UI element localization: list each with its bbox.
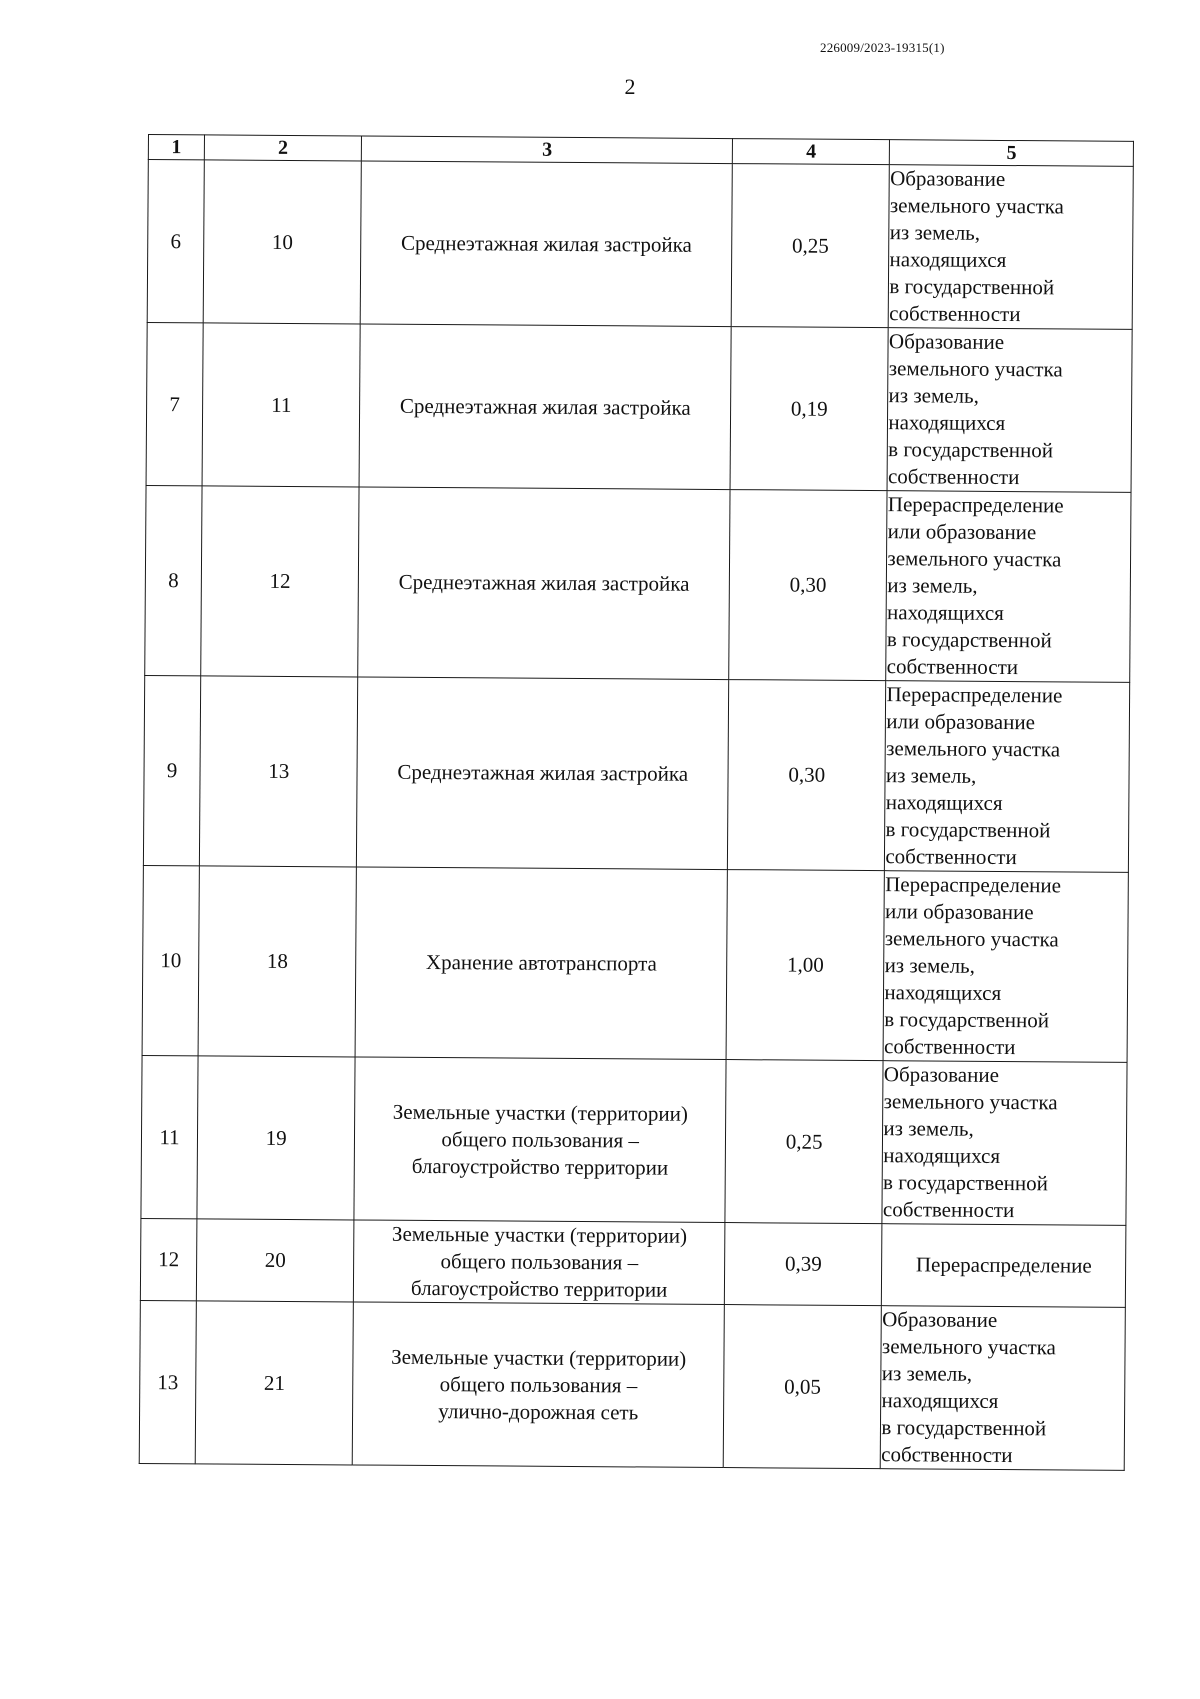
page-number: 2 xyxy=(624,74,636,99)
permitted-use-cell xyxy=(354,1057,726,1223)
row-number-cell: 11 xyxy=(141,1055,198,1218)
formation-method-line: находящихся xyxy=(887,600,1004,625)
permitted-use-line: благоустройство территории xyxy=(410,1275,668,1302)
plot-number-cell: 18 xyxy=(198,866,357,1057)
row-number-cell: 6 xyxy=(147,160,204,323)
column-header-2: 2 xyxy=(204,135,361,161)
formation-method-line: находящихся xyxy=(885,790,1003,815)
formation-method-line: Перераспределение xyxy=(887,492,1064,518)
permitted-use-cell xyxy=(361,161,733,327)
row-number-cell: 8 xyxy=(145,485,202,675)
formation-method-line: земельного участка xyxy=(888,356,1063,382)
permitted-use-cell xyxy=(357,677,729,870)
plot-number-cell: 21 xyxy=(195,1301,353,1465)
formation-method-line: Образование xyxy=(890,166,1006,191)
area-cell: 0,25 xyxy=(731,164,889,328)
formation-method-line: из земель, xyxy=(883,1116,974,1141)
formation-method-line: в государственной xyxy=(886,627,1052,653)
formation-method-line: земельного участка xyxy=(887,546,1062,572)
formation-method-line: в государственной xyxy=(884,1007,1050,1033)
table-row xyxy=(142,865,1128,1062)
plot-number-cell: 12 xyxy=(201,486,360,677)
area-cell: 0,30 xyxy=(729,490,888,681)
formation-method-cell xyxy=(882,1061,1127,1226)
row-number-cell: 12 xyxy=(140,1218,197,1300)
table-row xyxy=(146,322,1132,492)
permitted-use-line: Среднеэтажная жилая застройка xyxy=(399,393,691,420)
formation-method-cell xyxy=(882,1224,1126,1308)
permitted-use-line: Хранение автотранспорта xyxy=(425,949,658,976)
permitted-use-cell xyxy=(359,324,731,490)
permitted-use-line: Среднеэтажная жилая застройка xyxy=(397,759,689,786)
formation-method-line: Перераспределение xyxy=(915,1252,1092,1278)
formation-method-line: в государственной xyxy=(885,817,1051,843)
formation-method-line: в государственной xyxy=(881,1415,1047,1441)
formation-method-line: из земель, xyxy=(881,1361,973,1386)
formation-method-line: находящихся xyxy=(884,980,1002,1005)
formation-method-line: находящихся xyxy=(881,1388,999,1413)
formation-method-line: собственности xyxy=(889,301,1021,327)
column-header-3: 3 xyxy=(362,136,733,164)
permitted-use-line: общего пользования – xyxy=(441,1126,640,1152)
table-row xyxy=(139,1300,1125,1470)
formation-method-line: находящихся xyxy=(888,410,1006,435)
formation-method-line: находящихся xyxy=(883,1143,1001,1168)
formation-method-line: в государственной xyxy=(883,1170,1049,1196)
formation-method-line: или образование xyxy=(884,899,1034,925)
formation-method-line: из земель, xyxy=(885,763,977,788)
table-row xyxy=(143,675,1129,872)
formation-method-cell xyxy=(887,328,1132,493)
formation-method-line: земельного участка xyxy=(889,193,1064,219)
area-cell: 0,05 xyxy=(723,1305,881,1469)
permitted-use-line: улично-дорожная сеть xyxy=(438,1398,639,1424)
plot-number-cell: 10 xyxy=(203,160,361,324)
permitted-use-cell xyxy=(355,867,727,1060)
formation-method-line: Образование xyxy=(882,1307,998,1332)
row-number-cell: 9 xyxy=(143,675,200,865)
formation-method-line: из земель, xyxy=(884,953,976,978)
plot-number-cell: 20 xyxy=(196,1219,354,1302)
area-cell: 0,19 xyxy=(730,327,888,491)
area-cell: 1,00 xyxy=(726,870,885,1061)
table-row xyxy=(147,160,1133,330)
column-header-4: 4 xyxy=(732,139,889,165)
formation-method-line: в государственной xyxy=(888,437,1054,463)
row-number-cell: 7 xyxy=(146,322,203,485)
formation-method-line: Образование xyxy=(883,1062,1000,1087)
permitted-use-line: Земельные участки (территории) xyxy=(391,1221,688,1248)
plot-number-cell: 19 xyxy=(197,1056,355,1220)
permitted-use-cell xyxy=(353,1302,725,1468)
formation-method-line: собственности xyxy=(885,844,1017,870)
plot-number-cell: 13 xyxy=(199,676,358,867)
formation-method-line: или образование xyxy=(886,709,1036,735)
permitted-use-line: общего пользования – xyxy=(440,1249,639,1275)
formation-method-cell xyxy=(883,871,1128,1063)
table-row xyxy=(145,485,1131,682)
permitted-use-line: Среднеэтажная жилая застройка xyxy=(398,569,690,596)
area-cell: 0,25 xyxy=(725,1060,883,1224)
area-cell: 0,39 xyxy=(724,1223,882,1306)
formation-method-line: земельного участка xyxy=(883,1089,1058,1115)
formation-method-line: из земель, xyxy=(887,573,978,598)
permitted-use-line: Среднеэтажная жилая застройка xyxy=(400,230,692,257)
formation-method-line: земельного участка xyxy=(886,736,1061,762)
formation-method-line: из земель, xyxy=(889,220,981,245)
permitted-use-line: общего пользования – xyxy=(439,1371,638,1397)
formation-method-line: находящихся xyxy=(889,247,1007,272)
formation-method-cell xyxy=(889,165,1134,330)
permitted-use-cell xyxy=(358,487,730,680)
column-header-5: 5 xyxy=(890,140,1134,167)
formation-method-line: собственности xyxy=(883,1034,1016,1060)
row-number-cell: 10 xyxy=(142,865,199,1055)
formation-method-line: земельного участка xyxy=(881,1334,1056,1360)
table-body xyxy=(139,160,1133,1471)
formation-method-line: собственности xyxy=(887,464,1020,490)
formation-method-line: Перераспределение xyxy=(885,872,1062,898)
permitted-use-line: благоустройство территории xyxy=(411,1153,669,1180)
permitted-use-line: Земельные участки (территории) xyxy=(392,1099,689,1126)
formation-method-line: или образование xyxy=(887,519,1037,545)
formation-method-cell xyxy=(881,1306,1126,1471)
formation-method-line: собственности xyxy=(886,654,1019,680)
formation-method-cell xyxy=(886,491,1131,683)
area-cell: 0,30 xyxy=(727,680,886,871)
formation-method-line: Образование xyxy=(888,329,1005,354)
formation-method-line: собственности xyxy=(881,1442,1013,1468)
formation-method-line: Перераспределение xyxy=(886,682,1063,708)
formation-method-line: в государственной xyxy=(889,274,1055,300)
formation-method-cell xyxy=(885,681,1130,873)
table-row xyxy=(141,1055,1127,1225)
formation-method-line: земельного участка xyxy=(884,926,1059,952)
document-id: 226009/2023-19315(1) xyxy=(820,40,945,55)
formation-method-line: собственности xyxy=(882,1197,1015,1223)
land-plots-table xyxy=(139,134,1134,1471)
permitted-use-cell xyxy=(354,1220,725,1305)
row-number-cell: 13 xyxy=(139,1300,196,1463)
plot-number-cell: 11 xyxy=(202,323,360,487)
table-row xyxy=(140,1218,1126,1307)
formation-method-line: из земель, xyxy=(888,383,980,408)
column-header-1: 1 xyxy=(148,135,204,160)
permitted-use-line: Земельные участки (территории) xyxy=(391,1344,687,1371)
